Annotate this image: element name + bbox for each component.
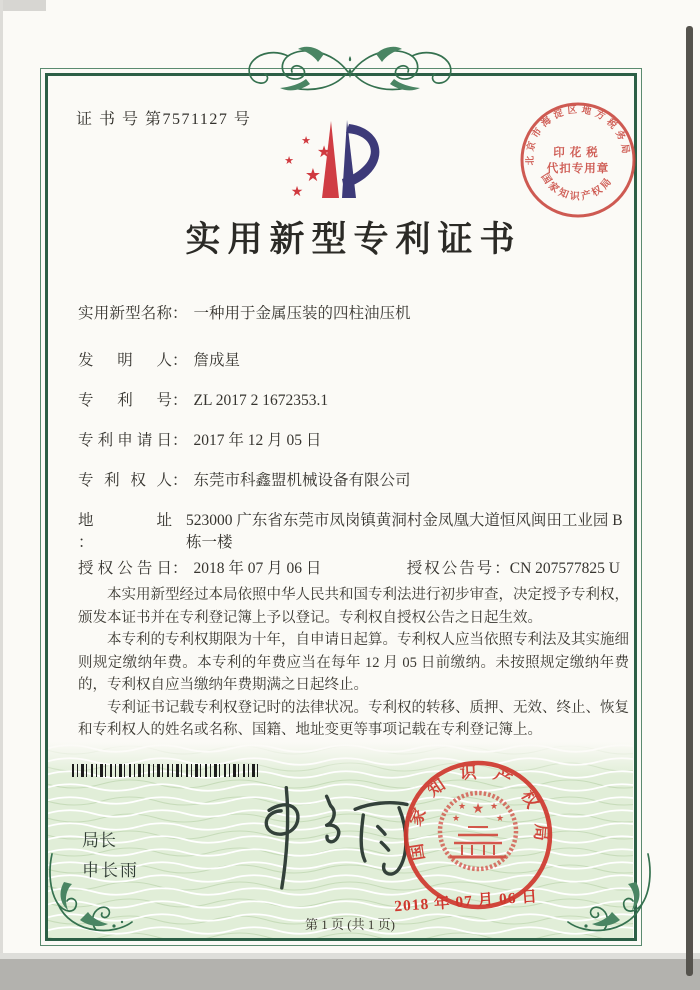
gazette-number-value: CN 207577825 U bbox=[509, 560, 620, 577]
field-row-patent-no bbox=[78, 390, 628, 412]
field-label: 专利号 bbox=[78, 392, 172, 409]
gazette-number-label: 授权公告号 bbox=[406, 560, 495, 577]
field-value: ZL 2017 2 1672353.1 bbox=[193, 392, 329, 409]
field-colon: ： bbox=[78, 534, 94, 551]
svg-text:★: ★ bbox=[457, 801, 467, 811]
field-row-patentee bbox=[78, 470, 628, 492]
field-colon: ： bbox=[172, 472, 188, 489]
field-colon: ： bbox=[172, 392, 188, 409]
paragraph-grant: 本实用新型经过本局依照中华人民共和国专利法进行初步审查，决定授予专利权，颁发本证书并在专利登记簿上予以登记。专利权自授权公告之日起生效。 bbox=[78, 587, 629, 626]
field-label: 专利申请日 bbox=[78, 432, 172, 449]
fields-block bbox=[78, 303, 628, 598]
field-row-address bbox=[78, 510, 628, 554]
paragraph-term-fees: 本专利的专利权期限为十年，自申请日起算。专利权人应当依照专利法及其实施细则规定缴纳年费。本专利的年费应当在每年 12 月 05 日前缴纳。未按照规定缴纳年费的，专利权自应当缴纳年费期满之日起终止。 bbox=[78, 632, 629, 693]
paragraph-register: 专利证书记载专利权登记时的法律状况。专利权的转移、质押、无效、终止、恢复和专利权人的姓名或名称、国籍、地址变更等事项记载在专利登记簿上。 bbox=[78, 699, 629, 738]
field-label: 发明人 bbox=[78, 352, 172, 369]
svg-text:★: ★ bbox=[489, 801, 499, 811]
svg-text:★: ★ bbox=[316, 144, 332, 161]
legal-paragraphs bbox=[78, 584, 629, 742]
field-colon: ： bbox=[172, 352, 188, 369]
field-value: 523000 广东省东莞市凤岗镇黄洞村金凤凰大道恒风闽田工业园 B 栋一楼 bbox=[186, 512, 623, 551]
top-border-ornament bbox=[240, 44, 460, 98]
director-title: 局长 bbox=[82, 831, 116, 850]
certificate-number: 证 书 号 第7571127 号 bbox=[76, 111, 252, 128]
seal-ring-text: 国家知识产权局 bbox=[404, 762, 552, 862]
field-row-inventor bbox=[78, 350, 628, 372]
field-colon: ： bbox=[172, 305, 188, 322]
field-value: 詹成星 bbox=[193, 352, 241, 369]
tax-stamp-seal bbox=[512, 94, 644, 226]
svg-text:★: ★ bbox=[471, 802, 485, 817]
certificate-title: 实用新型专利证书 bbox=[185, 220, 522, 259]
svg-text:★: ★ bbox=[451, 813, 461, 823]
field-value: 一种用于金属压装的四柱油压机 bbox=[193, 305, 411, 322]
sipo-logo bbox=[276, 110, 421, 210]
barcode bbox=[72, 764, 260, 777]
tax-stamp-center-line1: 印花税 bbox=[553, 147, 603, 159]
gazette-number-group bbox=[407, 558, 628, 580]
svg-text:★: ★ bbox=[495, 813, 505, 823]
field-colon: ： bbox=[172, 560, 188, 577]
scan-edge-left bbox=[0, 0, 3, 962]
tax-stamp-ring-top-text: 北京市海淀区地方税务局 bbox=[525, 105, 631, 166]
field-value: 2018 年 07 月 06 日 bbox=[193, 560, 322, 577]
scan-edge-topleft bbox=[0, 0, 46, 11]
field-row-grant-date bbox=[78, 558, 628, 580]
scan-edge-right bbox=[686, 26, 693, 976]
gazette-colon: ： bbox=[494, 560, 510, 577]
svg-text:★: ★ bbox=[290, 185, 304, 200]
seal-date: 2018 年 07 月 06 日 bbox=[393, 888, 539, 916]
field-label: 实用新型名称 bbox=[78, 305, 172, 322]
svg-text:★: ★ bbox=[304, 165, 322, 185]
field-value: 2017 年 12 月 05 日 bbox=[193, 432, 322, 449]
tax-stamp-center-line2: 代扣专用章 bbox=[546, 163, 610, 175]
field-value: 东莞市科鑫盟机械设备有限公司 bbox=[193, 472, 411, 489]
director-name: 申长雨 bbox=[82, 861, 139, 880]
page-footer: 第 1 页 (共 1 页) bbox=[305, 917, 395, 932]
national-emblem bbox=[440, 793, 516, 869]
field-row-filing-date bbox=[78, 430, 628, 452]
field-row-name bbox=[78, 303, 628, 325]
svg-text:★: ★ bbox=[284, 155, 294, 167]
field-label: 地址 bbox=[78, 512, 172, 529]
svg-text:国家知识产权局 bbox=[538, 171, 615, 203]
svg-text:★: ★ bbox=[301, 135, 311, 147]
field-colon: ： bbox=[172, 432, 188, 449]
field-label: 授权公告日 bbox=[78, 560, 172, 577]
field-label: 专利权人 bbox=[78, 472, 172, 489]
scan-edge-bottom bbox=[0, 959, 700, 990]
tax-stamp-ring-bottom-text: 国家知识产权局 bbox=[538, 171, 616, 203]
